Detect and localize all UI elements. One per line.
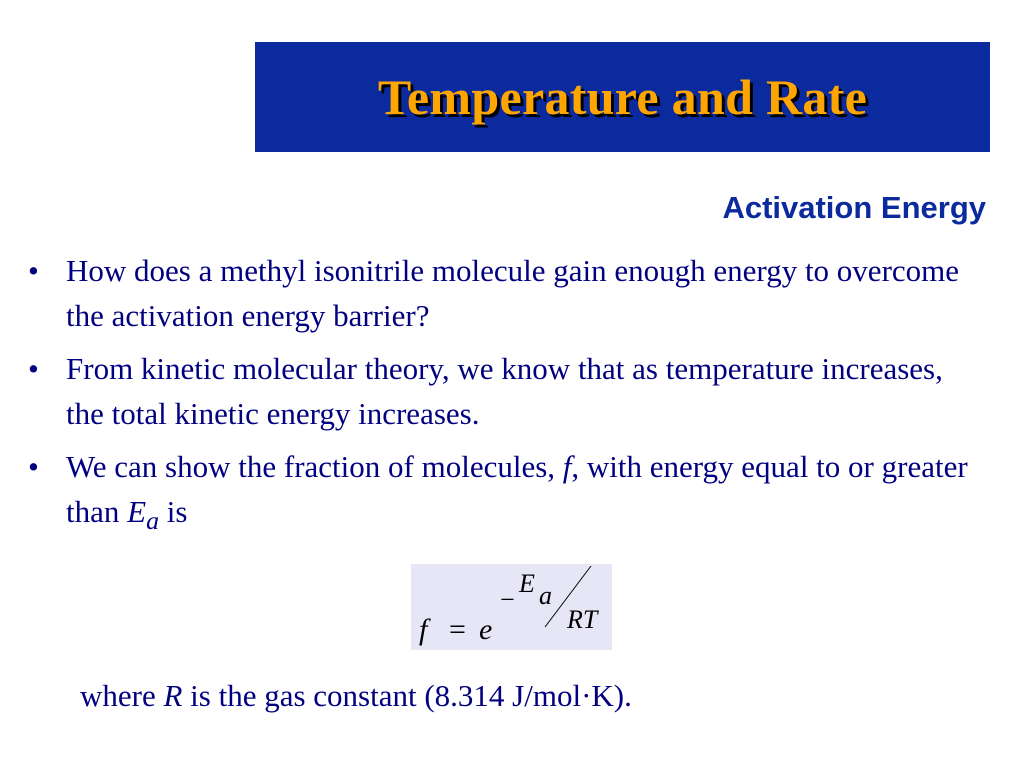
slide-title: Temperature and Rate: [377, 69, 868, 125]
title-banner: [255, 42, 990, 152]
formula-minus: −: [500, 585, 515, 614]
formula-numerator-sub: a: [539, 581, 552, 610]
gas-constant-variable: R: [163, 678, 183, 713]
fraction-variable: f: [562, 449, 572, 484]
formula-drawing: [411, 564, 612, 650]
bullet-list: [28, 248, 988, 551]
formula-equals: =: [449, 613, 466, 646]
bullet-marker: •: [28, 449, 39, 484]
formula-numerator-var: E: [519, 569, 535, 598]
bullet-text-middle: , with energy equal to or greater than: [66, 449, 968, 529]
slide-subtitle: Activation Energy: [722, 190, 986, 225]
bullet-item: [28, 248, 988, 338]
activation-energy-variable: E: [127, 494, 147, 529]
bullet-text-prefix: We can show the fraction of molecules,: [66, 449, 563, 484]
activation-energy-subscript: a: [146, 506, 159, 536]
arrhenius-formula: [411, 564, 612, 650]
footnote-prefix: where: [80, 678, 164, 713]
bullet-item: [28, 444, 988, 543]
bullet-item: [28, 346, 988, 436]
gas-constant-note: [80, 678, 632, 714]
bullet-text: How does a methyl isonitrile molecule gain enough energy to overcome the activation energy barrier?: [66, 253, 960, 333]
bullet-text-suffix: is: [158, 494, 188, 529]
footnote-suffix: is the gas constant (8.314 J/mol·K).: [182, 678, 632, 713]
formula-lhs: f: [419, 613, 428, 646]
formula-base: e: [479, 613, 493, 646]
bullet-text: From kinetic molecular theory, we know that as temperature increases, the total kinetic energy increases.: [66, 351, 943, 431]
bullet-marker: •: [28, 351, 39, 386]
bullet-marker: •: [28, 253, 39, 288]
formula-denominator: RT: [567, 605, 598, 634]
